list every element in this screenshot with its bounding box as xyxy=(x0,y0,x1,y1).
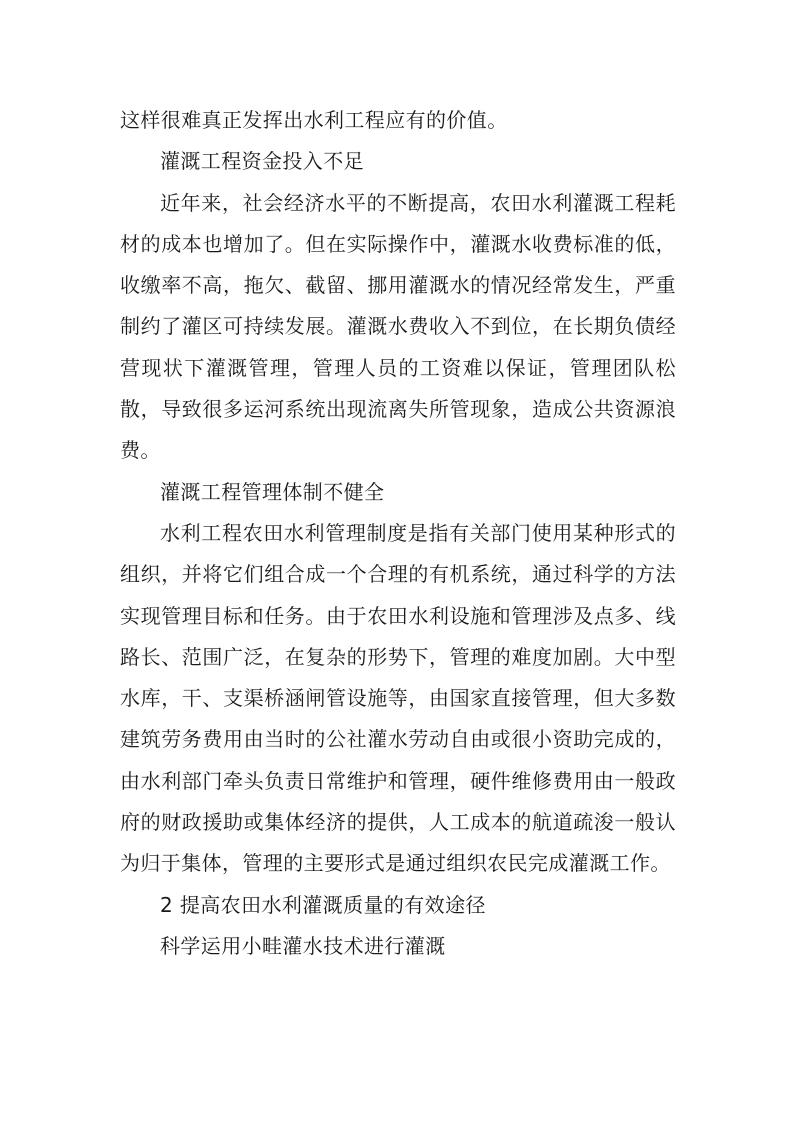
paragraph-funding: 近年来，社会经济水平的不断提高，农田水利灌溉工程耗材的成本也增加了。但在实际操作中，灌溉水收费标准的低，收缴率不高，拖欠、截留、挪用灌溉水的情况经常发生，严重制约了灌区可持续发展。灌溉水费收入不到位，在长期负债经营现状下灌溉管理，管理人员的工资难以保证，管理团队松散，导致很多运河系统出现流离失所管现象，造成公共资源浪费。 xyxy=(120,190,676,463)
subsection-heading-border-irrigation: 科学运用小畦灌水技术进行灌溉 xyxy=(160,933,446,958)
section-heading-2: 2 提高农田水利灌溉质量的有效途径 xyxy=(160,892,486,917)
paragraph-management: 水利工程农田水利管理制度是指有关部门使用某种形式的组织，并将它们组合成一个合理的有机系统，通过科学的方法实现管理目标和任务。由于农田水利设施和管理涉及点多、线路长、范围广泛，在复杂的形势下，管理的难度加剧。大中型水库，干、支渠桥涵闸管设施等，由国家直接管理，但大多数建筑劳务费用由当时的公社灌水劳动自由或很小资助完成的，由水利部门牵头负责日常维护和管理，硬件维修费用由一般政府的财政援助或集体经济的提供，人工成本的航道疏浚一般认为归于集体，管理的主要形式是通过组织农民完成灌溉工作。 xyxy=(120,520,676,876)
section-heading-management: 灌溉工程管理体制不健全 xyxy=(160,479,385,504)
section-heading-funding: 灌溉工程资金投入不足 xyxy=(160,149,364,174)
paragraph-continuation: 这样很难真正发挥出水利工程应有的价值。 xyxy=(120,108,508,132)
